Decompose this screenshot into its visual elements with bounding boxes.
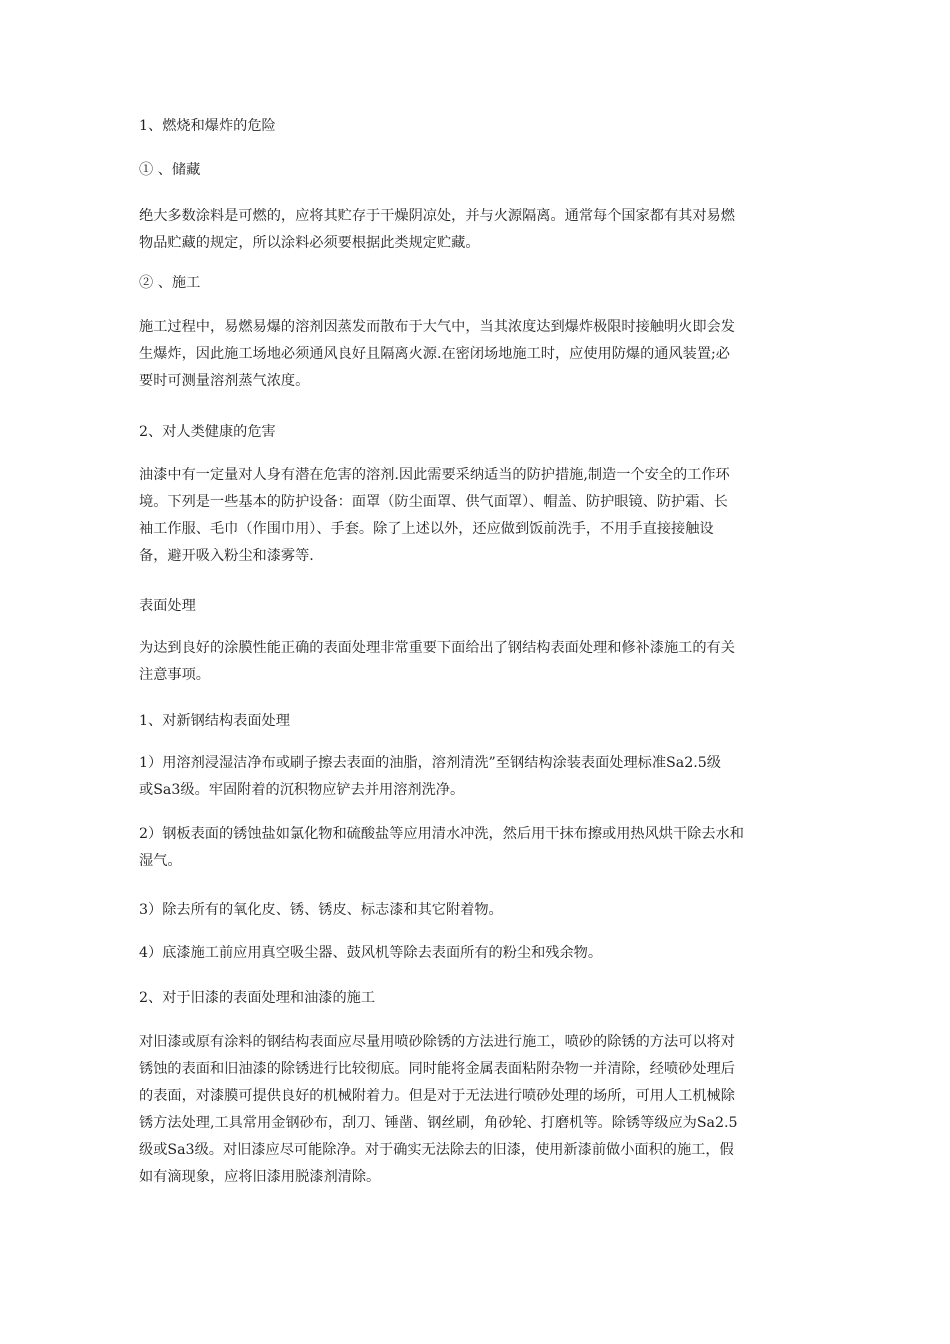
paragraph-protection [139,462,824,570]
text-line: 为达到良好的涂膜性能正确的表面处理非常重要下面给出了钢结构表面处理和修补漆施工的有关 [139,640,735,656]
heading-new-steel [139,708,824,735]
text-line: 如有滴现象，应将旧漆用脱漆剂清除。 [139,1169,381,1185]
text-line: 施工过程中，易燃易爆的溶剂因蒸发而散布于大气中，当其浓度达到爆炸极限时接触明火即会发 [139,319,735,335]
text-line: ① 、储藏 [139,162,201,178]
text-line: 3）除去所有的氧化皮、锈、锈皮、标志漆和其它附着物。 [139,902,503,918]
text-line: 的表面，对漆膜可提供良好的机械附着力。但是对于无法进行喷砂处理的场所，可用人工机械除 [139,1088,735,1104]
text-line: 油漆中有一定量对人身有潜在危害的溶剂.因此需要采纳适当的防护措施,制造一个安全的工作环 [139,467,730,483]
paragraph-old-paint [139,1029,824,1191]
heading-old-paint [139,985,824,1012]
text-line: 级或Sa3级。对旧漆应尽可能除净。对于确实无法除去的旧漆，使用新漆前做小面积的施工，假 [139,1142,734,1158]
text-line: 锈蚀的表面和旧油漆的除锈进行比较彻底。同时能将金属表面粘附杂物一并清除，经喷砂处理后 [139,1061,735,1077]
list-item-4 [139,940,824,967]
paragraph-surface-intro [139,635,824,689]
paragraph-storage [139,203,824,257]
list-item-2 [139,821,824,875]
text-line: 1、燃烧和爆炸的危险 [139,118,276,134]
text-line: 4）底漆施工前应用真空吸尘器、鼓风机等除去表面所有的粉尘和残余物。 [139,945,603,961]
text-line: 境。下列是一些基本的防护设备：面罩（防尘面罩、供气面罩）、帽盖、防护眼镜、防护霜、长 [139,494,728,510]
text-line: 或Sa3级。牢固附着的沉积物应铲去并用溶剂洗净。 [139,782,465,798]
text-line: 表面处理 [139,598,196,614]
text-line: 对旧漆或原有涂料的钢结构表面应尽量用喷砂除锈的方法进行施工，喷砂的除锈的方法可以将对 [139,1034,735,1050]
heading-fire-explosion-hazard [139,113,824,140]
heading-health-hazard [139,419,824,446]
subheading-construction [139,270,824,297]
text-line: ② 、施工 [139,275,201,291]
text-line: 湿气。 [139,853,182,869]
text-line: 袖工作服、毛巾（作围巾用）、手套。除了上述以外，还应做到饭前洗手，不用手直接接触设 [139,521,714,537]
text-line: 1、对新钢结构表面处理 [139,713,290,729]
list-item-1 [139,750,824,804]
heading-surface-treatment [139,593,824,620]
text-line: 要时可测量溶剂蒸气浓度。 [139,373,310,389]
text-line: 注意事项。 [139,667,210,683]
text-line: 2、对于旧漆的表面处理和油漆的施工 [139,990,376,1006]
text-line: 备，避开吸入粉尘和漆雾等. [139,548,314,564]
text-line: 锈方法处理,工具常用金钢砂布，刮刀、锤凿、钢丝刷，角砂轮、打磨机等。除锈等级应为Sa2.5 [139,1115,738,1131]
text-line: 1）用溶剂浸湿洁净布或刷子擦去表面的油脂，溶剂清洗”至钢结构涂装表面处理标准Sa2.5级 [139,755,721,771]
text-line: 2）钢板表面的锈蚀盐如氯化物和硫酸盐等应用清水冲洗，然后用干抹布擦或用热风烘干除去水和 [139,826,744,842]
paragraph-construction [139,314,824,395]
text-line: 2、对人类健康的危害 [139,424,276,440]
list-item-3 [139,897,824,924]
subheading-storage [139,157,824,184]
text-line: 绝大多数涂料是可燃的，应将其贮存于干燥阴凉处，并与火源隔离。通常每个国家都有其对易燃 [139,208,735,224]
text-line: 物品贮藏的规定，所以涂料必须要根据此类规定贮藏。 [139,235,480,251]
text-line: 生爆炸，因此施工场地必须通风良好且隔离火源.在密闭场地施工时，应使用防爆的通风装置;必 [139,346,730,362]
